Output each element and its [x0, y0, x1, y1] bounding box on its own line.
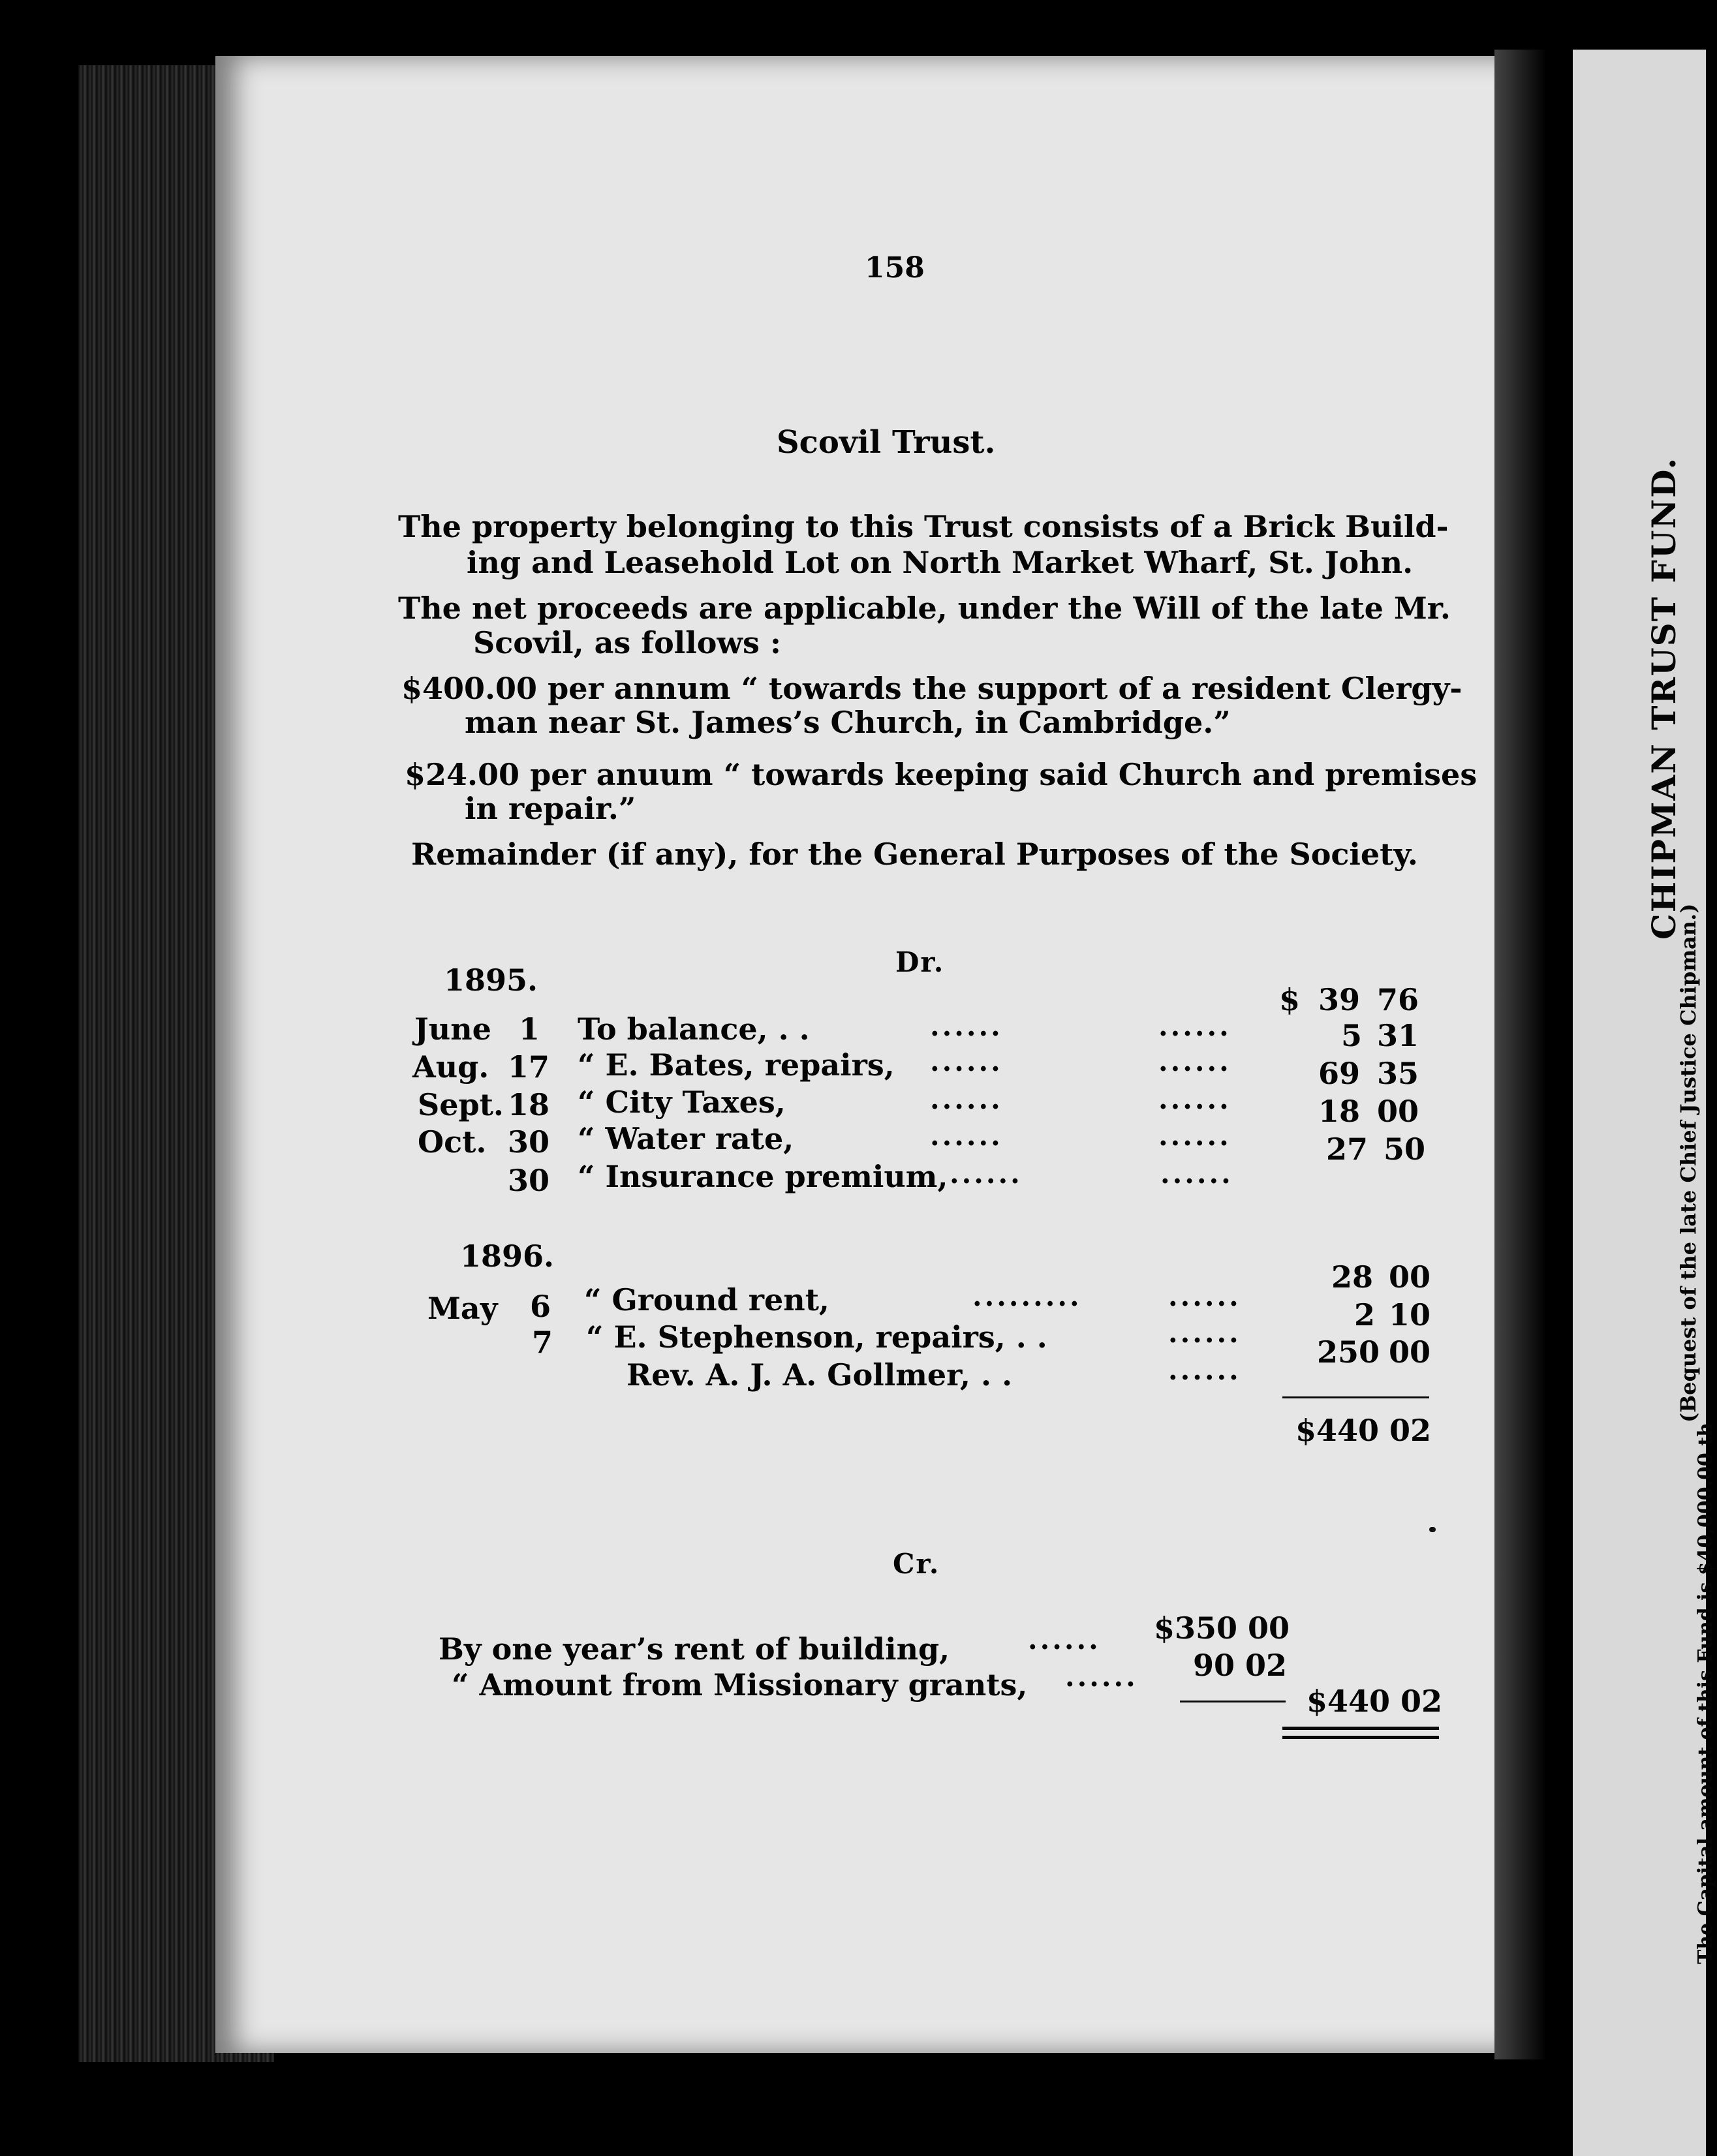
- row-day: 7: [532, 1325, 553, 1360]
- paragraph-2-line-2: Scovil, as follows :: [473, 625, 781, 660]
- paragraph-5-line-1: Remainder (if any), for the General Purposes of the Society.: [411, 837, 1418, 872]
- row-leader: ......: [1168, 1280, 1241, 1312]
- row-dollars: 39: [1318, 982, 1361, 1017]
- row-description: By one year’s rent of building,: [439, 1631, 950, 1667]
- row-dollars: 250: [1317, 1334, 1380, 1370]
- ink-spot: [1429, 1527, 1436, 1532]
- row-description: To balance, . .: [578, 1011, 810, 1047]
- row-amount: 90 02: [1193, 1648, 1288, 1683]
- row-description: “ City Taxes,: [578, 1085, 786, 1120]
- paragraph-4-line-1: $24.00 per anuum “ towards keeping said Church and premises: [405, 757, 1477, 792]
- row-description: Rev. A. J. A. Gollmer, . .: [626, 1357, 1013, 1393]
- row-description: “ Water rate,: [578, 1121, 794, 1156]
- row-description: “ Ground rent,: [584, 1282, 829, 1317]
- row-leader: ......: [1065, 1661, 1138, 1693]
- row-leader: ......: [930, 1120, 1003, 1152]
- row-day: 18: [508, 1087, 550, 1122]
- row-dollars: 28: [1331, 1259, 1374, 1295]
- row-month: May: [427, 1291, 498, 1326]
- debit-year-1895: 1895.: [444, 962, 538, 998]
- row-leader: ......: [1158, 1010, 1231, 1042]
- row-cents: 35: [1377, 1056, 1419, 1091]
- row-month: June: [414, 1011, 491, 1047]
- row-day: 6: [530, 1289, 551, 1324]
- row-leader: ......: [930, 1010, 1003, 1042]
- facing-page-subtitle: (Bequest of the late Chief Justice Chipman.): [1676, 903, 1701, 1423]
- section-heading: Scovil Trust.: [777, 424, 996, 461]
- row-cents: 31: [1377, 1018, 1419, 1053]
- debit-sum-rule: [1282, 1396, 1429, 1398]
- row-month: Oct.: [418, 1124, 487, 1160]
- row-leader: ......: [1168, 1354, 1241, 1386]
- row-leader: ......: [1028, 1624, 1101, 1656]
- row-month: Aug.: [412, 1049, 489, 1085]
- page-number: 158: [865, 251, 925, 285]
- debit-total: $440 02: [1295, 1413, 1432, 1448]
- row-cents: 00: [1389, 1334, 1431, 1370]
- paragraph-1-line-1: The property belonging to this Trust consists of a Brick Build-: [398, 509, 1449, 544]
- row-day: 30: [508, 1124, 550, 1160]
- paragraph-2-line-1: The net proceeds are applicable, under the Will of the late Mr.: [398, 591, 1451, 626]
- row-description: “ E. Stephenson, repairs, . .: [586, 1319, 1047, 1355]
- row-description: “ Amount from Missionary grants,: [452, 1667, 1028, 1702]
- row-dollars: 5: [1341, 1018, 1363, 1053]
- row-day: 30: [508, 1163, 550, 1198]
- row-cents: 00: [1389, 1259, 1431, 1295]
- paragraph-4-line-2: in repair.”: [465, 791, 636, 826]
- facing-page-title: CHIPMAN TRUST FUND.: [1645, 456, 1683, 940]
- debit-year-1896: 1896.: [460, 1239, 555, 1274]
- row-dollars: 18: [1318, 1094, 1361, 1129]
- row-description: “ Insurance premium,: [578, 1159, 948, 1194]
- facing-page-note: The Capital amount of this Fund is $40,000.00 th: [1694, 1423, 1717, 1964]
- double-rule-top: [1282, 1727, 1439, 1730]
- row-leader: .........: [972, 1280, 1082, 1312]
- credit-label: Cr.: [893, 1548, 940, 1580]
- row-leader: ......: [930, 1045, 1003, 1077]
- row-day: 1: [519, 1011, 540, 1047]
- row-leader: ......: [1160, 1158, 1233, 1190]
- double-rule-bottom: [1282, 1736, 1439, 1739]
- row-day: 17: [508, 1049, 550, 1085]
- paragraph-3-line-2: man near St. James’s Church, in Cambridge.”: [465, 705, 1231, 740]
- row-description: “ E. Bates, repairs,: [578, 1047, 895, 1083]
- row-leader: ......: [1158, 1045, 1231, 1077]
- paragraph-3-line-1: $400.00 per annum “ towards the support of a resident Clergy-: [401, 671, 1462, 706]
- row-dollars: 2: [1354, 1297, 1376, 1332]
- row-leader: ......: [1158, 1120, 1231, 1152]
- credit-sum-rule: [1180, 1701, 1286, 1702]
- debit-label: Dr.: [895, 946, 945, 978]
- row-dollars: 69: [1318, 1056, 1361, 1091]
- row-leader: ......: [930, 1083, 1003, 1115]
- row-cents: 50: [1384, 1132, 1426, 1167]
- row-dollars: 27: [1326, 1132, 1369, 1167]
- row-cents: 76: [1377, 982, 1419, 1017]
- row-amount: $350 00: [1154, 1610, 1290, 1646]
- row-leader: ......: [950, 1158, 1023, 1190]
- paragraph-1-line-2: ing and Leasehold Lot on North Market Wharf, St. John.: [467, 545, 1414, 580]
- gutter-shadow: [1494, 50, 1547, 2059]
- row-dollar-sign: $: [1279, 982, 1301, 1017]
- row-leader: ......: [1168, 1317, 1241, 1349]
- row-leader: ......: [1158, 1083, 1231, 1115]
- row-month: Sept.: [418, 1087, 504, 1122]
- row-cents: 00: [1377, 1094, 1419, 1129]
- row-cents: 10: [1389, 1297, 1431, 1332]
- credit-total: $440 02: [1307, 1684, 1443, 1719]
